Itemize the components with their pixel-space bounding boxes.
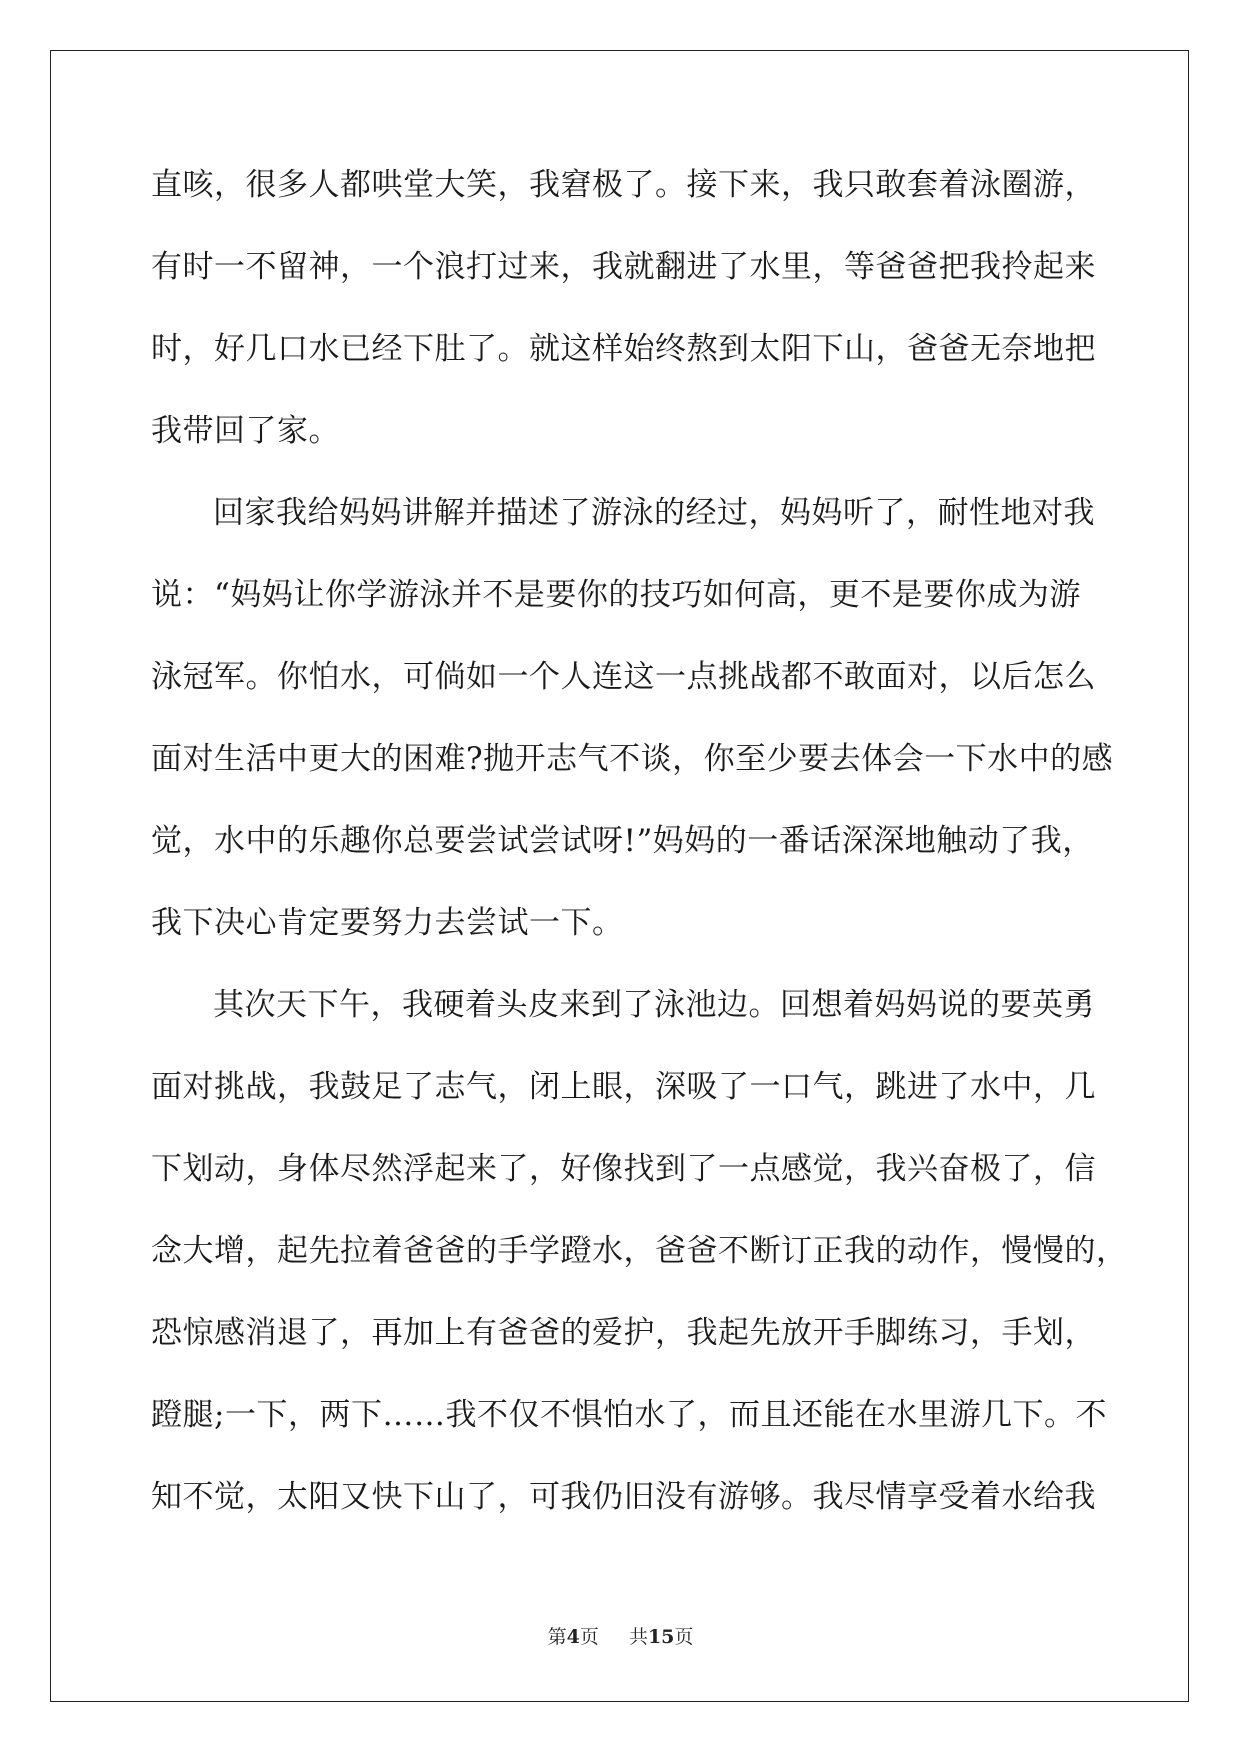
page-unit: 页 [579,1626,599,1648]
current-page: 4 [566,1626,580,1648]
text-line: 蹬腿;一下，两下……我不仅不惧怕水了，而且还能在水里游几下。不 [151,1397,1107,1433]
text-line: 其次天下午，我硬着头皮来到了泳池边。回想着妈妈说的要英勇 [213,987,1095,1023]
text-line: 泳冠军。你怕水，可倘如一个人连这一点挑战都不敢面对，以后怎么 [151,659,1096,695]
page-footer [0,1622,1241,1649]
page-total [629,1626,693,1648]
text-line: 觉，水中的乐趣你总要尝试尝试呀!”妈妈的一番话深深地触动了我， [151,823,1094,859]
document-body [151,160,1128,1554]
paragraph [151,160,1096,488]
text-line: 面对生活中更大的困难?抛开志气不谈，你至少要去体会一下水中的感 [151,741,1114,777]
paragraph [151,488,1114,980]
text-line: 直咳，很多人都哄堂大笑，我窘极了。接下来，我只敢套着泳圈游， [151,167,1096,203]
text-line: 我下决心肯定要努力去尝试一下。 [151,905,624,941]
text-line: 说：“妈妈让你学游泳并不是要你的技巧如何高，更不是要你成为游 [151,577,1081,613]
text-line: 回家我给妈妈讲解并描述了游泳的经过，妈妈听了，耐性地对我 [213,495,1095,531]
total-prefix: 共 [628,1626,648,1648]
page-number [548,1626,599,1648]
total-unit: 页 [674,1626,694,1648]
text-line: 念大增，起先拉着爸爸的手学蹬水，爸爸不断订正我的动作，慢慢的， [151,1233,1128,1269]
text-line: 知不觉，太阳又快下山了，可我仍旧没有游够。我尽情享受着水给我 [151,1479,1096,1515]
text-line: 恐惊感消退了，再加上有爸爸的爱护，我起先放开手脚练习，手划， [151,1315,1096,1351]
page-prefix: 第 [547,1626,567,1648]
paragraph [151,980,1128,1554]
text-line: 下划动，身体尽然浮起来了，好像找到了一点感觉，我兴奋极了，信 [151,1151,1096,1187]
text-line: 时，好几口水已经下肚了。就这样始终熬到太阳下山，爸爸无奈地把 [151,331,1096,367]
text-line: 面对挑战，我鼓足了志气，闭上眼，深吸了一口气，跳进了水中，几 [151,1069,1096,1105]
text-line: 有时一不留神，一个浪打过来，我就翻进了水里，等爸爸把我拎起来 [151,249,1096,285]
text-line: 我带回了家。 [151,413,340,449]
total-pages: 15 [647,1626,675,1648]
